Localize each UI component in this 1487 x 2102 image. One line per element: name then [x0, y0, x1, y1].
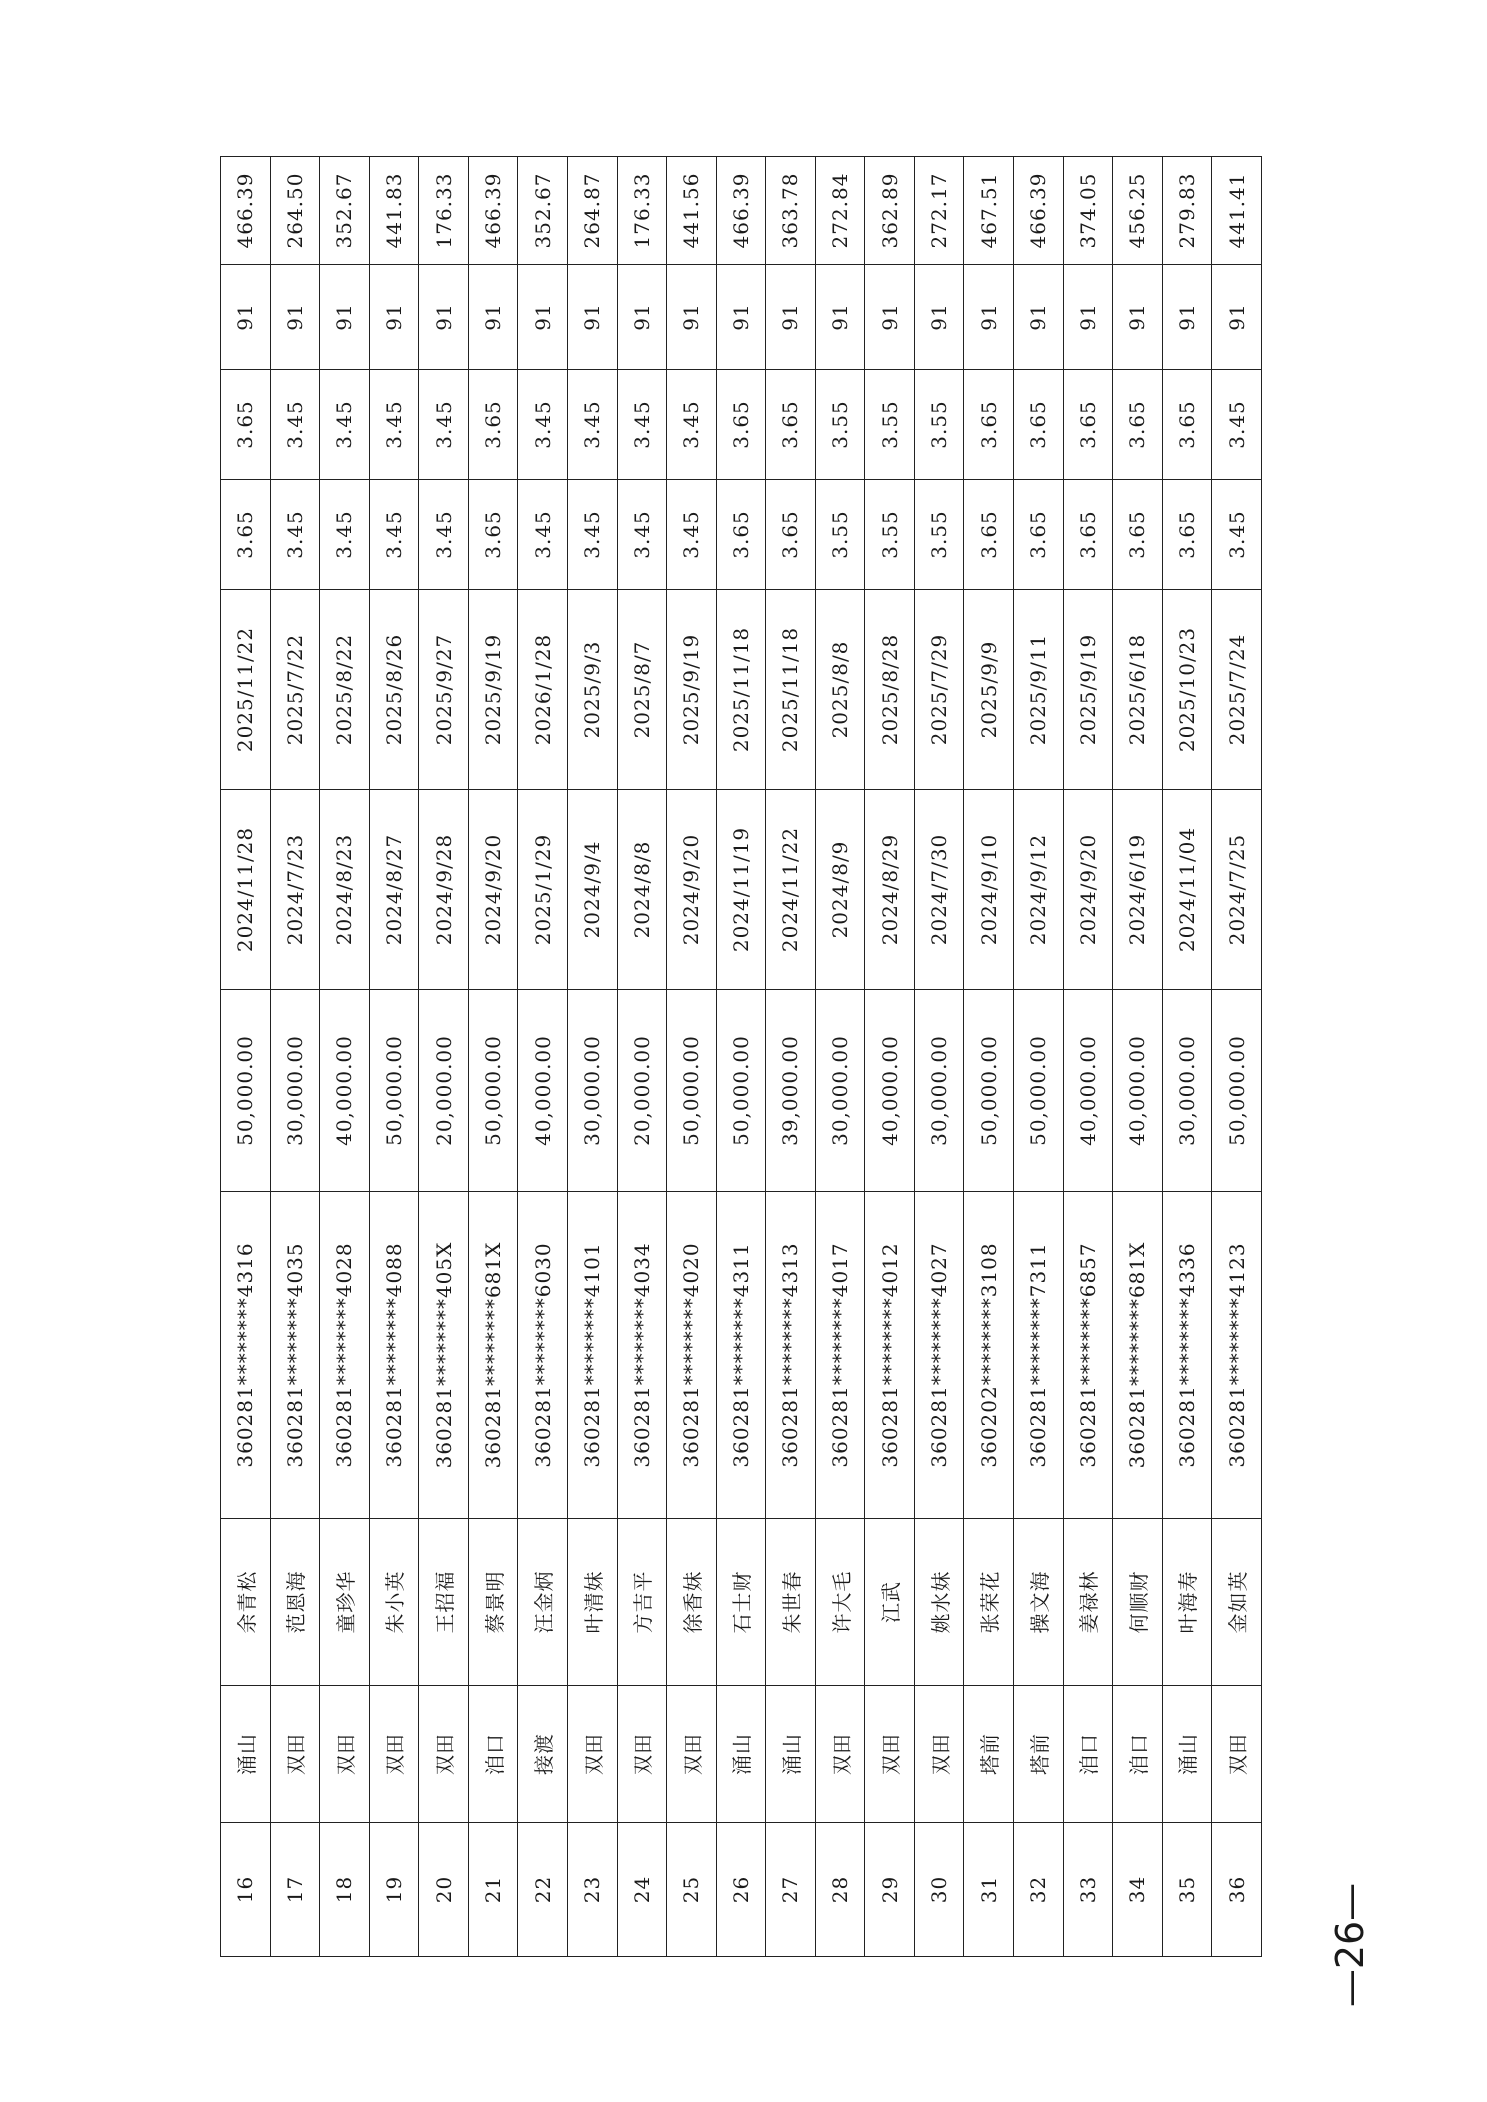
id-number-cell: 360281********4017 — [815, 1192, 865, 1519]
township-cell: 双田 — [270, 1686, 320, 1823]
end-date-cell: 2025/7/22 — [270, 590, 320, 790]
rate-b-cell: 3.55 — [914, 370, 964, 480]
rate-b-cell: 3.45 — [369, 370, 419, 480]
start-date-cell: 2024/7/30 — [914, 790, 964, 990]
id-number-cell: 360281********405X — [419, 1192, 469, 1519]
end-date-cell: 2025/11/18 — [766, 590, 816, 790]
loan-amount-cell: 30,000.00 — [1162, 990, 1212, 1192]
township-cell: 双田 — [667, 1686, 717, 1823]
interest-amount-cell: 441.56 — [667, 157, 717, 265]
rate-a-cell: 3.65 — [964, 480, 1014, 590]
days-cell: 91 — [518, 265, 568, 370]
start-date-cell: 2024/11/28 — [221, 790, 271, 990]
township-cell: 双田 — [865, 1686, 915, 1823]
rate-a-cell: 3.65 — [766, 480, 816, 590]
end-date-cell: 2025/9/11 — [1014, 590, 1064, 790]
end-date-cell: 2025/8/8 — [815, 590, 865, 790]
id-number-cell: 360281********4020 — [667, 1192, 717, 1519]
row-number-cell: 19 — [369, 1823, 419, 1957]
id-number-cell: 360281********4311 — [716, 1192, 766, 1519]
loan-amount-cell: 30,000.00 — [815, 990, 865, 1192]
start-date-cell: 2024/9/28 — [419, 790, 469, 990]
borrower-name-cell: 姜禄林 — [1063, 1519, 1113, 1686]
table-row — [270, 157, 320, 1957]
days-cell: 91 — [766, 265, 816, 370]
rate-b-cell: 3.45 — [667, 370, 717, 480]
id-number-cell: 360281********7311 — [1014, 1192, 1064, 1519]
table-row — [567, 157, 617, 1957]
rate-b-cell: 3.45 — [567, 370, 617, 480]
id-number-cell: 360281********6030 — [518, 1192, 568, 1519]
row-number-cell: 26 — [716, 1823, 766, 1957]
start-date-cell: 2024/8/9 — [815, 790, 865, 990]
interest-amount-cell: 466.39 — [221, 157, 271, 265]
end-date-cell: 2026/1/28 — [518, 590, 568, 790]
interest-amount-cell: 467.51 — [964, 157, 1014, 265]
start-date-cell: 2024/9/20 — [1063, 790, 1113, 990]
rate-b-cell: 3.45 — [617, 370, 667, 480]
start-date-cell: 2024/8/27 — [369, 790, 419, 990]
township-cell: 塔前 — [964, 1686, 1014, 1823]
end-date-cell: 2025/9/19 — [667, 590, 717, 790]
loan-amount-cell: 20,000.00 — [419, 990, 469, 1192]
interest-amount-cell: 441.83 — [369, 157, 419, 265]
table-row — [766, 157, 816, 1957]
table-row — [468, 157, 518, 1957]
borrower-name-cell: 朱小英 — [369, 1519, 419, 1686]
table-row — [1212, 157, 1262, 1957]
start-date-cell: 2024/9/12 — [1014, 790, 1064, 990]
rate-a-cell: 3.45 — [617, 480, 667, 590]
start-date-cell: 2024/8/23 — [320, 790, 370, 990]
end-date-cell: 2025/9/19 — [468, 590, 518, 790]
end-date-cell: 2025/11/22 — [221, 590, 271, 790]
id-number-cell: 360281********681X — [1113, 1192, 1163, 1519]
days-cell: 91 — [419, 265, 469, 370]
days-cell: 91 — [815, 265, 865, 370]
start-date-cell: 2025/1/29 — [518, 790, 568, 990]
borrower-name-cell: 叶海寿 — [1162, 1519, 1212, 1686]
rate-a-cell: 3.55 — [865, 480, 915, 590]
borrower-name-cell: 姚水妹 — [914, 1519, 964, 1686]
loan-amount-cell: 40,000.00 — [1063, 990, 1113, 1192]
interest-amount-cell: 441.41 — [1212, 157, 1262, 265]
borrower-name-cell: 余青松 — [221, 1519, 271, 1686]
loan-amount-cell: 39,000.00 — [766, 990, 816, 1192]
township-cell: 塔前 — [1014, 1686, 1064, 1823]
end-date-cell: 2025/6/18 — [1113, 590, 1163, 790]
rate-a-cell: 3.45 — [419, 480, 469, 590]
id-number-cell: 360281********4101 — [567, 1192, 617, 1519]
interest-amount-cell: 363.78 — [766, 157, 816, 265]
township-cell: 双田 — [815, 1686, 865, 1823]
township-cell: 涌山 — [221, 1686, 271, 1823]
end-date-cell: 2025/10/23 — [1162, 590, 1212, 790]
row-number-cell: 30 — [914, 1823, 964, 1957]
interest-amount-cell: 264.50 — [270, 157, 320, 265]
table-row — [1014, 157, 1064, 1957]
rate-a-cell: 3.45 — [1212, 480, 1262, 590]
borrower-name-cell: 张荣花 — [964, 1519, 1014, 1686]
rate-a-cell: 3.65 — [1063, 480, 1113, 590]
row-number-cell: 18 — [320, 1823, 370, 1957]
borrower-name-cell: 江武 — [865, 1519, 915, 1686]
rate-b-cell: 3.65 — [468, 370, 518, 480]
row-number-cell: 17 — [270, 1823, 320, 1957]
table-row — [1162, 157, 1212, 1957]
township-cell: 双田 — [617, 1686, 667, 1823]
id-number-cell: 360281********4035 — [270, 1192, 320, 1519]
rate-a-cell: 3.45 — [518, 480, 568, 590]
days-cell: 91 — [567, 265, 617, 370]
days-cell: 91 — [1063, 265, 1113, 370]
borrower-name-cell: 朱世春 — [766, 1519, 816, 1686]
rate-a-cell: 3.45 — [270, 480, 320, 590]
rate-b-cell: 3.45 — [419, 370, 469, 480]
id-number-cell: 360281********681X — [468, 1192, 518, 1519]
rate-a-cell: 3.45 — [567, 480, 617, 590]
township-cell: 双田 — [1212, 1686, 1262, 1823]
days-cell: 91 — [1113, 265, 1163, 370]
table-row — [419, 157, 469, 1957]
id-number-cell: 360281********6857 — [1063, 1192, 1113, 1519]
loan-amount-cell: 30,000.00 — [567, 990, 617, 1192]
interest-amount-cell: 279.83 — [1162, 157, 1212, 265]
row-number-cell: 23 — [567, 1823, 617, 1957]
rate-a-cell: 3.65 — [468, 480, 518, 590]
rate-b-cell: 3.55 — [815, 370, 865, 480]
id-number-cell: 360281********4123 — [1212, 1192, 1262, 1519]
interest-amount-cell: 352.67 — [320, 157, 370, 265]
table-row — [369, 157, 419, 1957]
rate-b-cell: 3.45 — [518, 370, 568, 480]
rate-a-cell: 3.45 — [667, 480, 717, 590]
end-date-cell: 2025/7/24 — [1212, 590, 1262, 790]
rate-b-cell: 3.65 — [716, 370, 766, 480]
days-cell: 91 — [914, 265, 964, 370]
row-number-cell: 31 — [964, 1823, 1014, 1957]
id-number-cell: 360281********4313 — [766, 1192, 816, 1519]
loan-amount-cell: 50,000.00 — [964, 990, 1014, 1192]
township-cell: 双田 — [567, 1686, 617, 1823]
loan-amount-cell: 30,000.00 — [270, 990, 320, 1192]
interest-amount-cell: 466.39 — [1014, 157, 1064, 265]
township-cell: 双田 — [369, 1686, 419, 1823]
township-cell: 涌山 — [716, 1686, 766, 1823]
row-number-cell: 29 — [865, 1823, 915, 1957]
row-number-cell: 36 — [1212, 1823, 1262, 1957]
days-cell: 91 — [667, 265, 717, 370]
end-date-cell: 2025/11/18 — [716, 590, 766, 790]
borrower-name-cell: 范恩海 — [270, 1519, 320, 1686]
borrower-name-cell: 操文海 — [1014, 1519, 1064, 1686]
interest-amount-cell: 352.67 — [518, 157, 568, 265]
end-date-cell: 2025/9/3 — [567, 590, 617, 790]
interest-amount-cell: 176.33 — [419, 157, 469, 265]
id-number-cell: 360281********4034 — [617, 1192, 667, 1519]
days-cell: 91 — [320, 265, 370, 370]
loan-amount-cell: 40,000.00 — [1113, 990, 1163, 1192]
table-row — [964, 157, 1014, 1957]
table-row — [518, 157, 568, 1957]
borrower-name-cell: 方吉平 — [617, 1519, 667, 1686]
township-cell: 双田 — [419, 1686, 469, 1823]
end-date-cell: 2025/8/7 — [617, 590, 667, 790]
start-date-cell: 2024/7/25 — [1212, 790, 1262, 990]
table-row — [667, 157, 717, 1957]
rate-a-cell: 3.55 — [815, 480, 865, 590]
loan-amount-cell: 20,000.00 — [617, 990, 667, 1192]
start-date-cell: 2024/9/4 — [567, 790, 617, 990]
township-cell: 洎口 — [1113, 1686, 1163, 1823]
borrower-name-cell: 石士财 — [716, 1519, 766, 1686]
rate-a-cell: 3.65 — [1014, 480, 1064, 590]
table-row — [320, 157, 370, 1957]
end-date-cell: 2025/9/9 — [964, 590, 1014, 790]
row-number-cell: 20 — [419, 1823, 469, 1957]
end-date-cell: 2025/9/19 — [1063, 590, 1113, 790]
row-number-cell: 21 — [468, 1823, 518, 1957]
loan-amount-cell: 50,000.00 — [468, 990, 518, 1192]
rate-b-cell: 3.65 — [1014, 370, 1064, 480]
rate-b-cell: 3.65 — [964, 370, 1014, 480]
interest-amount-cell: 176.33 — [617, 157, 667, 265]
loan-amount-cell: 50,000.00 — [1212, 990, 1262, 1192]
rate-b-cell: 3.65 — [1063, 370, 1113, 480]
days-cell: 91 — [270, 265, 320, 370]
rate-b-cell: 3.65 — [1162, 370, 1212, 480]
table-body — [221, 157, 1262, 1957]
table-row — [221, 157, 271, 1957]
id-number-cell: 360281********4028 — [320, 1192, 370, 1519]
rate-b-cell: 3.45 — [320, 370, 370, 480]
loan-amount-cell: 40,000.00 — [320, 990, 370, 1192]
township-cell: 洎口 — [1063, 1686, 1113, 1823]
interest-amount-cell: 456.25 — [1113, 157, 1163, 265]
table-row — [865, 157, 915, 1957]
borrower-name-cell: 何顺财 — [1113, 1519, 1163, 1686]
id-number-cell: 360281********4316 — [221, 1192, 271, 1519]
rate-a-cell: 3.65 — [221, 480, 271, 590]
loan-amount-cell: 50,000.00 — [716, 990, 766, 1192]
start-date-cell: 2024/9/20 — [667, 790, 717, 990]
id-number-cell: 360281********4088 — [369, 1192, 419, 1519]
days-cell: 91 — [369, 265, 419, 370]
days-cell: 91 — [617, 265, 667, 370]
borrower-name-cell: 汪金炳 — [518, 1519, 568, 1686]
interest-amount-cell: 264.87 — [567, 157, 617, 265]
table-row — [617, 157, 667, 1957]
loan-amount-cell: 30,000.00 — [914, 990, 964, 1192]
interest-amount-cell: 466.39 — [468, 157, 518, 265]
loan-table-rotated — [220, 157, 1262, 1957]
loan-amount-cell: 50,000.00 — [221, 990, 271, 1192]
township-cell: 涌山 — [766, 1686, 816, 1823]
interest-amount-cell: 466.39 — [716, 157, 766, 265]
interest-amount-cell: 374.05 — [1063, 157, 1113, 265]
rate-a-cell: 3.55 — [914, 480, 964, 590]
interest-amount-cell: 362.89 — [865, 157, 915, 265]
days-cell: 91 — [1162, 265, 1212, 370]
loan-amount-cell: 40,000.00 — [518, 990, 568, 1192]
loan-amount-cell: 40,000.00 — [865, 990, 915, 1192]
start-date-cell: 2024/9/20 — [468, 790, 518, 990]
loan-amount-cell: 50,000.00 — [369, 990, 419, 1192]
township-cell: 接渡 — [518, 1686, 568, 1823]
start-date-cell: 2024/11/22 — [766, 790, 816, 990]
rate-a-cell: 3.65 — [716, 480, 766, 590]
borrower-name-cell: 叶清妹 — [567, 1519, 617, 1686]
row-number-cell: 32 — [1014, 1823, 1064, 1957]
rate-b-cell: 3.65 — [1113, 370, 1163, 480]
rate-b-cell: 3.45 — [270, 370, 320, 480]
table-row — [815, 157, 865, 1957]
row-number-cell: 22 — [518, 1823, 568, 1957]
id-number-cell: 360281********4336 — [1162, 1192, 1212, 1519]
row-number-cell: 33 — [1063, 1823, 1113, 1957]
days-cell: 91 — [221, 265, 271, 370]
table-row — [716, 157, 766, 1957]
rate-a-cell: 3.65 — [1162, 480, 1212, 590]
start-date-cell: 2024/11/19 — [716, 790, 766, 990]
start-date-cell: 2024/11/04 — [1162, 790, 1212, 990]
rate-a-cell: 3.45 — [320, 480, 370, 590]
days-cell: 91 — [865, 265, 915, 370]
row-number-cell: 24 — [617, 1823, 667, 1957]
township-cell: 涌山 — [1162, 1686, 1212, 1823]
township-cell: 洎口 — [468, 1686, 518, 1823]
interest-amount-cell: 272.84 — [815, 157, 865, 265]
rate-b-cell: 3.55 — [865, 370, 915, 480]
rate-b-cell: 3.45 — [1212, 370, 1262, 480]
loan-amount-cell: 50,000.00 — [667, 990, 717, 1192]
table-row — [1063, 157, 1113, 1957]
table-row — [1113, 157, 1163, 1957]
rate-a-cell: 3.65 — [1113, 480, 1163, 590]
days-cell: 91 — [716, 265, 766, 370]
row-number-cell: 34 — [1113, 1823, 1163, 1957]
row-number-cell: 35 — [1162, 1823, 1212, 1957]
row-number-cell: 28 — [815, 1823, 865, 1957]
borrower-name-cell: 蔡景明 — [468, 1519, 518, 1686]
id-number-cell: 360202********3108 — [964, 1192, 1014, 1519]
township-cell: 双田 — [914, 1686, 964, 1823]
start-date-cell: 2024/6/19 — [1113, 790, 1163, 990]
days-cell: 91 — [1014, 265, 1064, 370]
id-number-cell: 360281********4012 — [865, 1192, 915, 1519]
loan-table — [220, 156, 1262, 1957]
loan-amount-cell: 50,000.00 — [1014, 990, 1064, 1192]
days-cell: 91 — [964, 265, 1014, 370]
borrower-name-cell: 王招福 — [419, 1519, 469, 1686]
rate-b-cell: 3.65 — [221, 370, 271, 480]
days-cell: 91 — [1212, 265, 1262, 370]
start-date-cell: 2024/7/23 — [270, 790, 320, 990]
borrower-name-cell: 金如英 — [1212, 1519, 1262, 1686]
township-cell: 双田 — [320, 1686, 370, 1823]
end-date-cell: 2025/8/28 — [865, 590, 915, 790]
start-date-cell: 2024/9/10 — [964, 790, 1014, 990]
rate-b-cell: 3.65 — [766, 370, 816, 480]
borrower-name-cell: 徐香妹 — [667, 1519, 717, 1686]
rate-a-cell: 3.45 — [369, 480, 419, 590]
id-number-cell: 360281********4027 — [914, 1192, 964, 1519]
end-date-cell: 2025/8/22 — [320, 590, 370, 790]
end-date-cell: 2025/8/26 — [369, 590, 419, 790]
start-date-cell: 2024/8/8 — [617, 790, 667, 990]
start-date-cell: 2024/8/29 — [865, 790, 915, 990]
page-number: —26— — [1328, 1882, 1372, 2008]
end-date-cell: 2025/7/29 — [914, 590, 964, 790]
borrower-name-cell: 许大毛 — [815, 1519, 865, 1686]
interest-amount-cell: 272.17 — [914, 157, 964, 265]
table-row — [914, 157, 964, 1957]
row-number-cell: 27 — [766, 1823, 816, 1957]
borrower-name-cell: 童珍华 — [320, 1519, 370, 1686]
row-number-cell: 25 — [667, 1823, 717, 1957]
end-date-cell: 2025/9/27 — [419, 590, 469, 790]
row-number-cell: 16 — [221, 1823, 271, 1957]
days-cell: 91 — [468, 265, 518, 370]
